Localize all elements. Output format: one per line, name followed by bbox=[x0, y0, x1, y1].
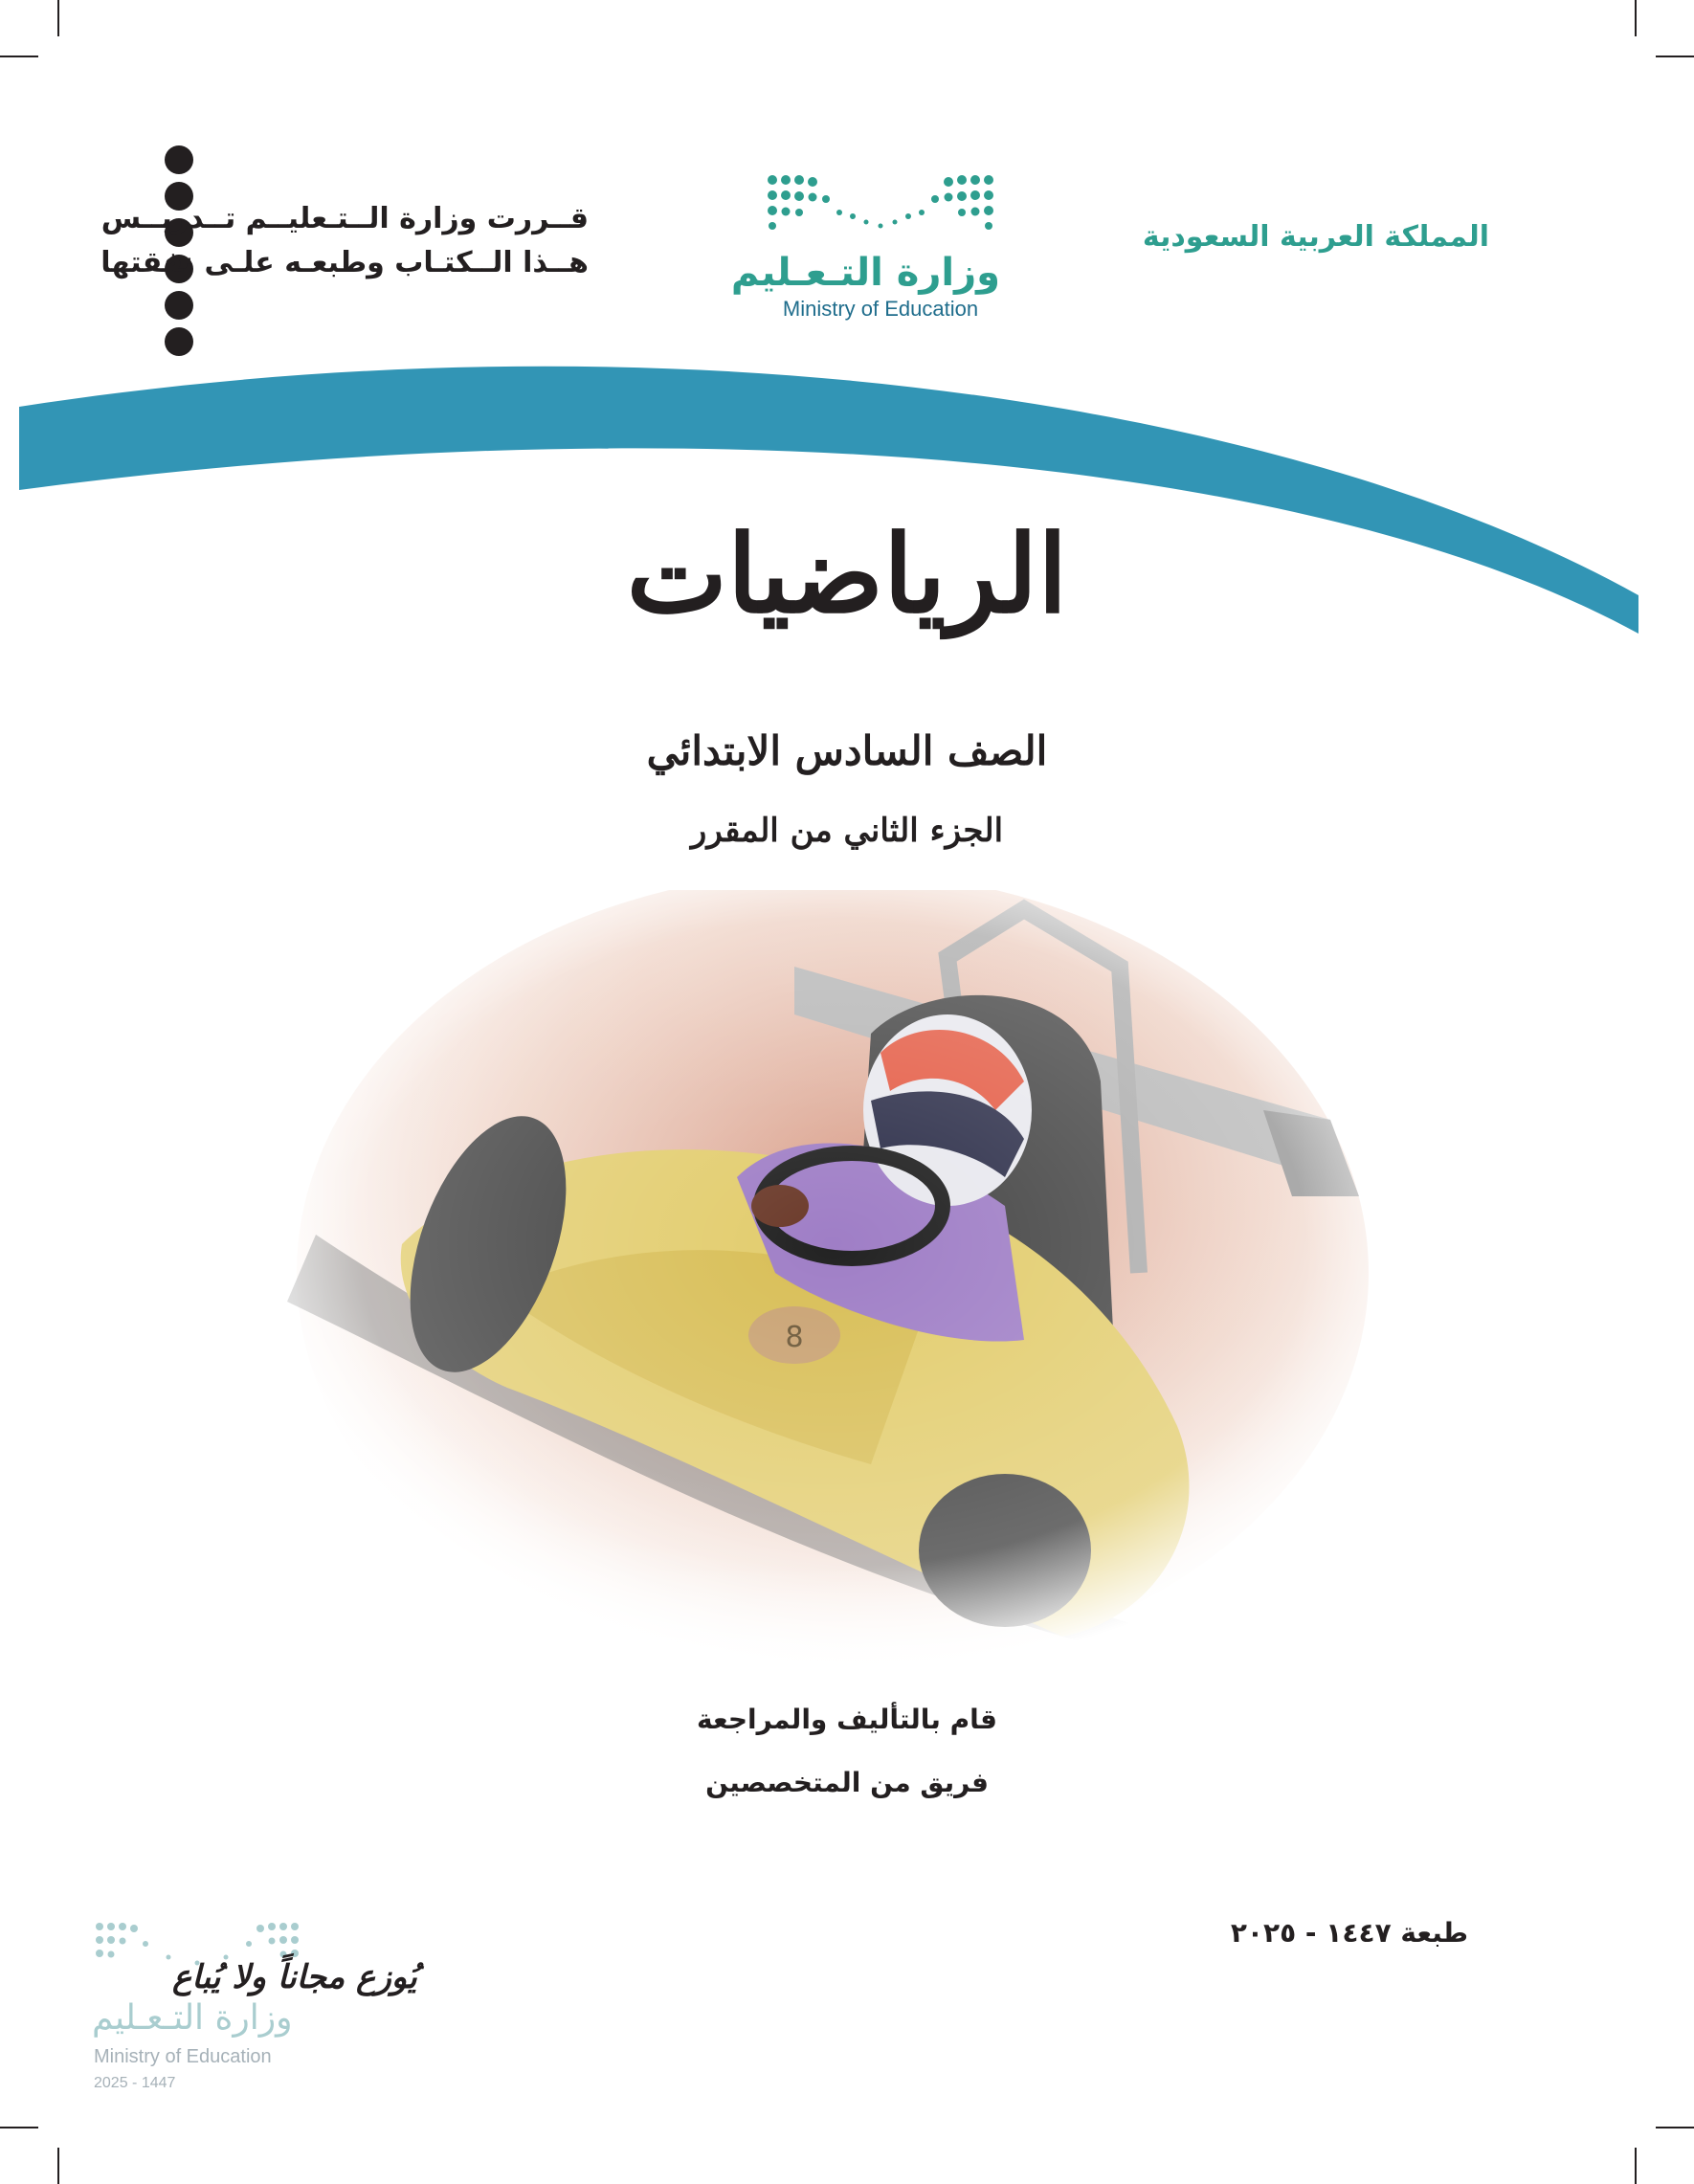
footer-ministry-name-ar: وزارة التـعـليم bbox=[92, 1998, 293, 2038]
crop-mark bbox=[57, 2148, 59, 2184]
kingdom-name: المملكة العربية السعودية bbox=[1142, 220, 1489, 254]
ministry-name-en: Ministry of Education bbox=[782, 297, 979, 321]
grade-label: الصف السادس الابتدائي bbox=[646, 727, 1048, 774]
footer-year: 2025 - 1447 bbox=[94, 2075, 176, 2091]
edition-label: طبعة ١٤٤٧ - ٢٠٢٥ bbox=[1230, 1917, 1468, 1949]
footer-ministry-name-en: Ministry of Education bbox=[94, 2046, 272, 2067]
part-label: الجزء الثاني من المقرر bbox=[690, 812, 1004, 850]
cover-illustration bbox=[258, 890, 1407, 1675]
credits-line-1: قام بالتأليف والمراجعة bbox=[697, 1704, 997, 1735]
decree-line-1: قــررت وزارة الــتـعليــم تــدريــس bbox=[100, 202, 589, 235]
free-distribution-note: يُوزع مجاناً ولا يُباع bbox=[172, 1958, 417, 1996]
crop-mark bbox=[1656, 2127, 1694, 2128]
crop-mark bbox=[0, 2127, 38, 2128]
ministry-name-ar: وزارة التـعـليم bbox=[730, 251, 1000, 295]
book-title: الرياضيات bbox=[626, 512, 1068, 637]
crop-mark bbox=[1635, 2148, 1637, 2184]
credits-line-2: فريق من المتخصصين bbox=[705, 1767, 989, 1798]
decree-line-2: هــذا الــكتـاب وطبعـه علـى نفقتها bbox=[100, 246, 589, 279]
